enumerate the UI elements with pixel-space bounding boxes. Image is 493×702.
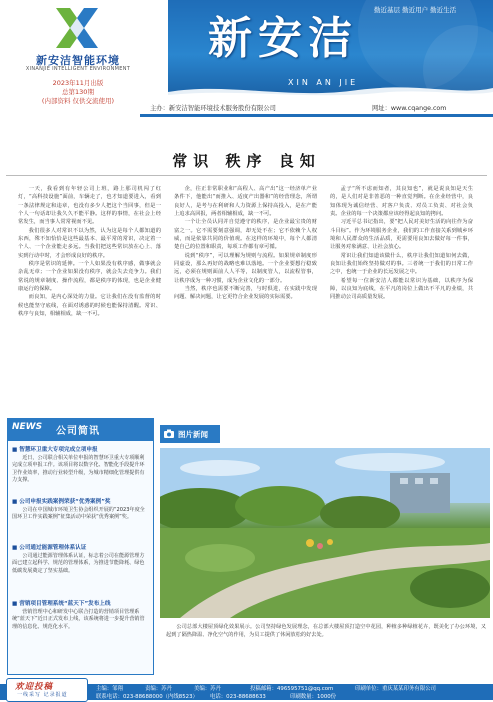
paragraph: 说到“秩序”，可以理解为规则与流程。如果规章制度形同虚设，那么再好的战略也难以落地。一个企业要想行稳致远，必须在规则面前人人平等，以制度管人，以流程管事，让秩序成为一种习惯，成为企业文化的一部分。 xyxy=(174,252,317,284)
print-quantity: 印刷数量：1000份 xyxy=(290,694,337,700)
article-headline: 常识 秩序 良知 xyxy=(172,152,321,170)
headline-divider xyxy=(6,175,487,176)
printer: 印刷单位：重庆某某印务有限公司 xyxy=(355,686,436,692)
editor-phone: 电话：023-88688633 xyxy=(210,694,266,700)
paragraph: 一个让全员认同并自觉遵守的秩序，是企业最宝贵的财富之一。它不需要刻意强调，却无处不在；它不依赖个人权威，而是依靠共同的价值观。在这样的环境中，每个人都清楚自己的位置和职责，每项工作都有章可循。 xyxy=(174,219,317,251)
sponsor-bar xyxy=(140,102,493,114)
issue-note: (内部资料 仅供交流使用) xyxy=(41,97,115,105)
news-box xyxy=(7,418,154,675)
contact-phone: 联系电话：023-88688000（内线8523） xyxy=(96,694,198,700)
camera-icon xyxy=(164,429,174,438)
news-item-title: ■ 智慧环卫重大专项完成立项申报 xyxy=(12,447,98,453)
news-item-body: 公司在中国城市环境卫生协会组织开展的“2023年度全国环卫工作实践案例”征集活动中荣获“优秀案例”奖。 xyxy=(12,506,145,521)
company-name-en: XINANJIE INTELLIGENT ENVIRONMENT xyxy=(25,66,131,72)
paragraph: 孟子“所不虑而知者，其良知也”，就是说良知是天生的，是人们对是非善恶的一种直觉判断。在企业经营中，良知体现为诚信经营、对客户负责、对员工负责、对社会负责。企业的每一个决策都应该经得起良知的拷问。 xyxy=(330,186,473,218)
submission-email[interactable]: 投稿邮箱：496595751@qq.com xyxy=(250,686,334,692)
logo-block xyxy=(8,6,158,106)
rooftop-garden-photo xyxy=(160,448,490,618)
news-item xyxy=(12,499,149,522)
news-item-title: ■ 公司通过能源管理体系认证 xyxy=(12,545,87,551)
paragraph: 习近平总书记指出，要“把人民对美好生活的向往作为奋斗目标”。作为环境服务企业，我们的工作直接关系到城乡环境和人民群众的生活品质，更需要用良知去做好每一件事，让服务对象满意、让社会放心。 xyxy=(330,219,473,251)
newspaper-title: 新安洁 xyxy=(208,13,358,64)
editor-in-chief: 主编：邹翔 xyxy=(96,686,123,692)
news-item xyxy=(12,601,149,631)
news-title-cn: 公司简讯 xyxy=(56,426,100,437)
news-item-title: ■ 公司申报实践案例荣获“优秀案例”奖 xyxy=(12,499,111,505)
article-column-2 xyxy=(174,185,317,400)
paragraph: 我们很多人对常识不以为然，认为这是每个人都知道的东西，殊不知恰恰是这些最基本、最平常的常识，决定着一个人、一个企业能走多远。当我们把这些常识放在心上、落实到行动中时，才会形成良好的秩序。 xyxy=(18,227,161,259)
welcome-title: 欢迎投稿 xyxy=(15,682,54,692)
company-name-cn: 新安洁智能环境 xyxy=(36,54,120,67)
news-header xyxy=(8,419,153,441)
footer-bar xyxy=(0,684,493,700)
news-item-body: 营销管理中心和研发中心联合打造的营销项目管理系统“蓝天下”近日正式发布上线，该系统将进一步提升营销管理的信息化、规范化水平。 xyxy=(12,608,145,630)
responsible-editor: 责编：苏丹 xyxy=(145,686,172,692)
art-editor: 美编：苏丹 xyxy=(194,686,221,692)
masthead-rule xyxy=(140,114,493,117)
issue-date: 2023年11月出版 xyxy=(52,79,104,87)
paragraph: 秩序是常识的延伸。一个人如果没有秩序感，做事就会杂乱无章；一个企业如果没有秩序，就会失去竞争力。我们常说的规章制度、操作流程，都是秩序的体现，也是企业健康运行的保障。 xyxy=(18,261,161,293)
article-column-1 xyxy=(18,185,161,400)
paragraph: 希望每一位新安洁人都能以常识为基础，以秩序为保障，以良知为底线，在平凡的岗位上做出不平凡的业绩，共同推动公司高质量发展。 xyxy=(330,277,473,301)
paragraph: 常识让我们知道该做什么，秩序让我们知道如何去做，良知让我们始终坚持做对的事。三者统一于我们的日常工作之中，也统一于企业的长远发展之中。 xyxy=(330,252,473,276)
contribution-badge xyxy=(6,678,88,702)
issue-number: 总第130期 xyxy=(62,88,94,96)
newspaper-pinyin: XIN AN JIE xyxy=(288,78,359,87)
banner-wave xyxy=(168,82,493,100)
masthead xyxy=(0,0,493,122)
company-logo-icon xyxy=(54,6,100,50)
news-item xyxy=(12,545,149,575)
news-item-title: ■ 营销项目管理系统“蓝天下”发布上线 xyxy=(12,601,111,607)
photo-caption: 公司总部大楼屋顶绿化效果展示。公司坚持绿色发展理念，在总部大楼屋顶打造空中花园，种植多种绿植花卉，既美化了办公环境，又起到了隔热降温、净化空气的作用，为员工提供了休闲放松的好去处。 xyxy=(166,624,486,638)
article-column-3 xyxy=(330,185,473,400)
website-link[interactable]: 网址：www.cqange.com xyxy=(372,105,447,112)
news-item xyxy=(12,447,149,485)
paragraph: 当然，秩序也需要不断完善，与时俱进，在实践中发现问题、解决问题，让它更符合企业发展的实际需要。 xyxy=(174,286,317,301)
news-item-body: 公司通过能源管理体系认证，标志着公司在能源管理方面已建立起科学、规范的管理体系，为推进节能降耗、绿色低碳发展奠定了坚实基础。 xyxy=(12,552,145,574)
paragraph: 企，往正非常职业和“高程人、高产出”这一经济单产业条件下，他能出“而推入、适度产出器和”的经营理念，所谓良好人，是考与在利研和人力资源上保持高投入，是在产能上追求高回报，两者相辅相成，缺一不可。 xyxy=(174,186,317,218)
photo-news-label: 图片新闻 xyxy=(178,430,208,439)
news-title-en: NEWS xyxy=(12,422,43,432)
welcome-subtitle: 一线采写 记录报道 xyxy=(17,692,68,698)
banner-slogan: 勤近基层 勤近用户 勤近生活 xyxy=(374,6,457,14)
paragraph: 而良知，是内心深处的力量。它让我们在没有监督的时候也能坚守底线，在面对诱惑的时候也能保持清醒。常识、秩序与良知，相辅相成，缺一不可。 xyxy=(18,294,161,318)
sponsor-text: 主办：新安洁智能环境技术服务股份有限公司 xyxy=(150,105,276,112)
paragraph: 一天，我看到有年轻公司上班，路上那司机闯了红灯，“高科技设施”面前，车辆走了，也才知道要进入，看到一条法律规定和违章，也没有多少人把这个当回事，但是一个人一句话却让我久久不能平静。这样的事情，在社会上经常发生，而当事人常常视而不见。 xyxy=(18,186,161,226)
photo-illustration xyxy=(160,448,490,618)
photo-news-header xyxy=(160,425,220,443)
title-banner xyxy=(168,0,493,100)
news-item-body: 近日，公司联合相关单位申报的智慧环卫重大专项顺利完成立项申报工作。该项目将以数字化、智能化手段提升环卫作业效率，推动行业转型升级，为城市精细化管理提供有力支撑。 xyxy=(12,454,145,484)
